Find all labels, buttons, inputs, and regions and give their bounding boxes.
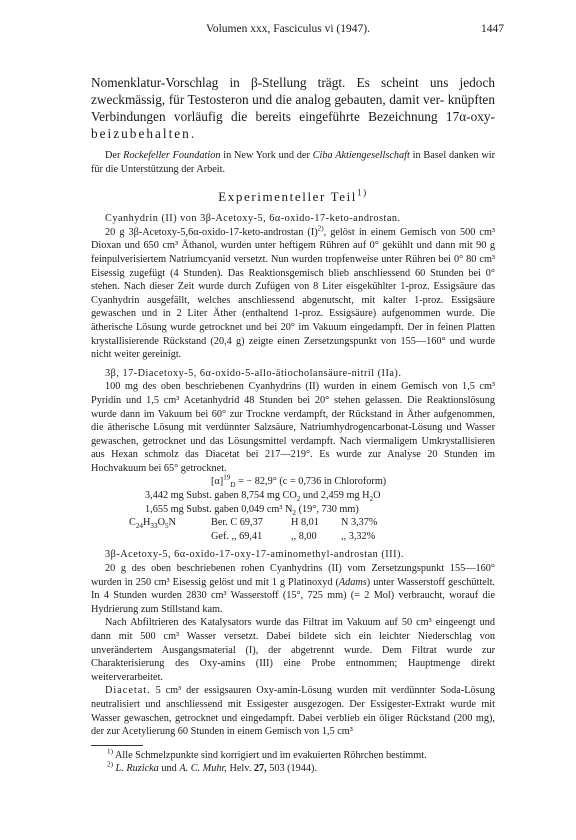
fn2-volume: 27, <box>253 763 267 775</box>
fn1-mark: 1) <box>107 747 113 756</box>
s3-adams: Adams <box>338 576 367 588</box>
found-n: ,, 3,32% <box>341 530 376 542</box>
s1-heading: Cyanhydrin (II) von 3β-Acetoxy-5, 6α-oxido-17-keto-androstan. <box>105 213 401 225</box>
thanks-company: Ciba Aktiengesellschaft <box>312 150 410 161</box>
analysis-1-sub2: 2 <box>369 495 374 504</box>
analysis-2b: (19°, 730 mm) <box>296 503 359 515</box>
thanks-part-3: in Basel danken wir für die Unterstützung der Arbeit. <box>91 150 496 175</box>
s3-heading: 3β-Acetoxy-5, 6α-oxido-17-oxy-17-aminomethyl-androstan (III). <box>105 549 404 561</box>
intro-line-3: knüpften Verbindungen vorläufig die bereits eingeführte Bezeichnung <box>91 92 495 124</box>
calc-h: H 8,01 <box>291 517 319 529</box>
fn2-author-1: L. Ruzicka <box>115 763 159 775</box>
found-label: Gef. ,, 69,41 <box>211 530 263 542</box>
s3-text-a: 20 g des oben beschriebenen rohen Cyanhydrins (II) vom Zersetzungspunkt 155—160° wurden in 250 cm³ Eisessig gelöst und mit 1 g Platinoxyd ( <box>91 563 495 588</box>
analysis-1a: 3,442 mg Subst. gaben 8,754 mg CO <box>145 490 297 502</box>
section-title-text: Experimenteller Teil <box>218 189 357 205</box>
s2-heading: 3β, 17-Diacetoxy-5, 6α-oxido-5-allo-ätiocholansäure-nitril (IIa). <box>105 367 402 379</box>
s3-paragraph-2: Nach Abfiltrieren des Katalysators wurde das Filtrat im Vakuum auf 50 cm³ eingeengt und dann mit 500 cm³ Wasser versetzt. Dabei bildete sich ein leichter Niederschlag von unverändertem Ausgangsmaterial (I), der abgetrennt wurde. Dem Filtrat wurde zur Charakterisierung des Oxy-amins (III) eine Probe entnommen; Hauptmenge direkt weiterverarbeitet. <box>91 617 495 683</box>
thanks-part-1: Der <box>105 150 121 161</box>
intro-line-4b: beizubehalten. <box>91 126 197 141</box>
rotation-line-d: D <box>230 481 236 490</box>
rotation-temp: 19 <box>223 474 231 483</box>
s1-text-a: 20 g 3β-Acetoxy-5,6α-oxido-17-keto-androstan (I) <box>105 226 318 238</box>
analysis-line-1 <box>91 489 495 503</box>
formula-h: H <box>143 517 151 529</box>
analysis-1c: O <box>373 490 381 502</box>
calc-line <box>91 516 495 530</box>
s3-paragraph-3 <box>91 684 495 738</box>
formula-o: O <box>157 517 165 529</box>
s2-analysis <box>91 475 495 543</box>
found-line <box>91 530 495 544</box>
footnote-rule <box>91 745 143 746</box>
footnote-2 <box>91 762 495 776</box>
fn1-text: Alle Schmelzpunkte sind korrigiert und im evakuierten Röhrchen bestimmt. <box>114 749 427 761</box>
s1-ref: 2) <box>317 224 324 233</box>
page-number: 1447 <box>481 23 504 35</box>
intro-line-4a: 17α-oxy- <box>445 109 495 124</box>
section-footnote-ref: 1) <box>357 187 368 198</box>
formula-h-sub: 33 <box>150 522 158 531</box>
formula-c: C <box>129 517 136 529</box>
analysis-2a: 1,655 mg Subst. gaben 0,049 cm³ N <box>145 503 293 515</box>
s2-paragraph: 100 mg des oben beschriebenen Cyanhydrins (II) wurden in einem Gemisch von 1,5 cm³ Pyridin und 1,5 cm³ Acetanhydrid 48 Stunden bei 20° stehen gelassen. Die Reaktionslösung wurde dann im Vakuum bei 60° zur Trockne verdampft, der Rückstand in Äther aufgenommen, die ätherische Lösung mit verdünnter Salzsäure, Natriumhydrogencarbonat-Lösung und Wasser gewaschen, getrocknet und das Lösungsmittel verdampft. Nach viermaligem Umkrystallisieren aus Hexan schmolz das Diacetat bei 217—219°. Es wurde zur Analyse 20 Stunden im Hochvakuum bei 65° getrocknet. <box>91 381 495 474</box>
intro-paragraph <box>91 74 495 142</box>
analysis-1b: und 2,459 mg H <box>300 490 370 502</box>
formula-n: N <box>168 517 176 529</box>
rotation-line <box>91 475 495 489</box>
analysis-1-sub1: 2 <box>296 495 301 504</box>
fn2-mark: 2) <box>107 760 113 769</box>
section-title <box>91 189 495 205</box>
formula-c-sub: 24 <box>135 522 143 531</box>
s3-text-b: ) unter Wasserstoff geschüttelt. In 4 Stunden wurden 2830 cm³ Wasserstoff (15°, 725 mm) (= 2 Mol) verbraucht, worauf die Hydrierung zum Stillstand kam. <box>91 576 495 615</box>
calc-label: Ber. C 69,37 <box>211 517 263 529</box>
intro-line-1: Nomenklatur-Vorschlag in β-Stellung trägt. Es scheint uns jedoch <box>91 75 495 90</box>
analysis-2-sub: 2 <box>292 508 296 517</box>
running-title: Volumen xxx, Fasciculus vi (1947). <box>206 23 370 35</box>
s1-paragraph <box>91 226 495 362</box>
acknowledgment <box>91 149 495 176</box>
fn2-author-2: A. C. Muhr, <box>179 763 227 775</box>
s3-paragraph-1 <box>91 562 495 616</box>
formula-o-sub: 5 <box>164 522 169 531</box>
intro-line-2: zweckmässig, für Testosteron und die analog gebauten, damit ver- <box>91 92 445 107</box>
found-h: ,, 8,00 <box>291 530 317 542</box>
footnote-1 <box>91 749 495 763</box>
page-body <box>91 74 495 776</box>
s1-text-b: , gelöst in einem Gemisch von 500 cm³ Dioxan und 650 cm³ Äthanol, wurden unter heftigem Rühren auf 0° gekühlt und dann mit 90 g feinpulverisiertem Natriumcyanid versetzt. Nun wurden tropfenweise unter Rühren bei 0° 80 cm³ Eisessig zugefügt (4 Stunden). Das Reaktionsgemisch blieb anschliessend 60 Stunden bei 0° stehen. Nach dieser Zeit wurde durch Zufügen von 8 Liter eisgekühlter 1-proz. Essigsäure das Cyanhydrin ausgefällt, welches anschliessend abgenutscht, mit kalter 1-proz. Essigsäure gewaschen und in 2 Liter Äther (enthaltend 1-proz. Essigsäure) aufgenommen wurde. Die ätherische Lösung wurde getrocknet und bei 20° im Vakuum eingedampft. Der in feinen Platten krystallisierende Rückstand (20,4 g) zeigte einen Zersetzungspunkt von 155—160° und wurde nicht weiter gereinigt. <box>91 226 495 361</box>
fn2-and: und <box>161 763 177 775</box>
thanks-foundation: Rockefeller Foundation <box>123 150 221 161</box>
rotation-value: = − 82,9° (c = 0,736 in Chloroform) <box>235 476 387 488</box>
thanks-part-2: in New York und der <box>223 150 310 161</box>
fn2-journal: Helv. <box>229 763 252 775</box>
calc-n: N 3,37% <box>341 517 378 529</box>
fn2-rest: 503 (1944). <box>269 763 318 775</box>
rotation-symbol: [α] <box>211 476 224 488</box>
s3-text-c: 5 cm³ der essigsauren Oxy-amin-Lösung wurden mit verdünnter Soda-Lösung neutralisiert und anschliessend mit Essigester ausgezogen. Der Essigester-Extrakt wurde mit Wasser gewaschen, getrocknet und eingedampft. Dabei verblieb ein öliger Rückstand (200 mg), der zur Acetylierung 60 Stunden in einem Gemisch von 1,5 cm³ <box>91 685 495 738</box>
analysis-line-2 <box>91 503 495 517</box>
diacetat-label: Diacetat. <box>105 685 151 697</box>
molecular-formula <box>129 516 176 530</box>
